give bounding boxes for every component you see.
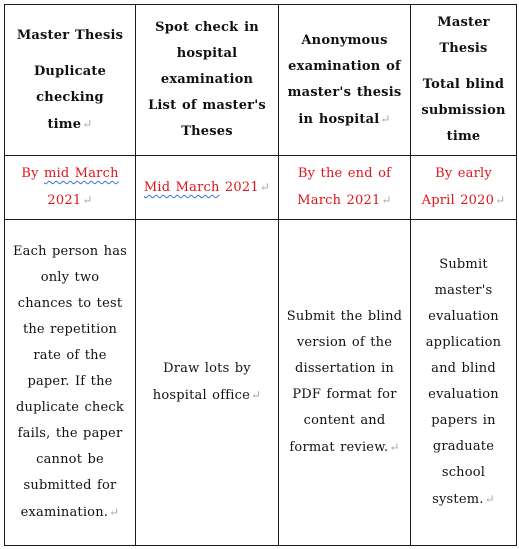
header-cell-blind-submission[interactable] xyxy=(411,5,517,156)
header-line: List of master's Theses xyxy=(148,98,266,139)
paragraph-mark-icon: ↵ xyxy=(484,492,495,506)
paragraph-mark-icon: ↵ xyxy=(259,180,271,194)
date-cell-blind-submission[interactable] xyxy=(411,156,517,220)
date-text: By early April 2020 xyxy=(421,166,495,208)
header-cell-anonymous-exam[interactable] xyxy=(279,5,411,156)
date-marked: mid March xyxy=(43,166,119,181)
detail-text: Draw lots by hospital office xyxy=(152,361,251,403)
date-suffix: 2021 xyxy=(219,180,259,195)
paragraph-mark-icon: ↵ xyxy=(495,193,506,207)
date-cell-anonymous-exam[interactable] xyxy=(279,156,411,220)
detail-cell-duplicate-check[interactable] xyxy=(5,220,136,546)
paragraph-mark-icon: ↵ xyxy=(82,116,93,131)
paragraph-mark-icon: ↵ xyxy=(389,440,400,454)
header-line: Master Thesis xyxy=(16,27,124,43)
date-cell-duplicate-check[interactable] xyxy=(5,156,136,220)
header-line: Total blind submission time xyxy=(421,77,506,144)
header-line: Master Thesis xyxy=(437,15,490,56)
paragraph-mark-icon: ↵ xyxy=(250,388,262,402)
detail-text: Submit master's evaluation application and blind evaluation papers in graduate school system. xyxy=(425,257,502,507)
detail-cell-blind-submission[interactable] xyxy=(411,220,517,546)
paragraph-mark-icon: ↵ xyxy=(381,193,392,207)
table-header-row xyxy=(5,5,517,156)
header-cell-duplicate-check[interactable] xyxy=(5,5,136,156)
thesis-schedule-table xyxy=(4,4,517,546)
date-text: By the end of March 2021 xyxy=(297,166,392,208)
date-marked: Mid March xyxy=(143,180,220,195)
detail-text: Each person has only two chances to test the repetition rate of the paper. If the duplicate check fails, the paper cannot be submitted for examination. xyxy=(12,244,128,520)
paragraph-mark-icon: ↵ xyxy=(380,111,391,126)
table-dates-row xyxy=(5,156,517,220)
date-suffix: 2021 xyxy=(47,193,82,208)
paragraph-mark-icon: ↵ xyxy=(82,193,93,207)
header-line: Anonymous examination of master's thesis in hospital xyxy=(287,32,402,127)
date-cell-spot-check[interactable] xyxy=(136,156,279,220)
detail-cell-anonymous-exam[interactable] xyxy=(279,220,411,546)
table-details-row xyxy=(5,220,517,546)
header-line: Duplicate checking time xyxy=(33,63,107,132)
detail-cell-spot-check[interactable] xyxy=(136,220,279,546)
paragraph-mark-icon: ↵ xyxy=(109,505,120,519)
header-line: Spot check in hospital examination xyxy=(155,20,259,87)
header-cell-spot-check[interactable] xyxy=(136,5,279,156)
date-prefix: By xyxy=(21,166,44,181)
detail-text: Submit the blind version of the dissertation in PDF format for content and format review. xyxy=(286,309,403,455)
